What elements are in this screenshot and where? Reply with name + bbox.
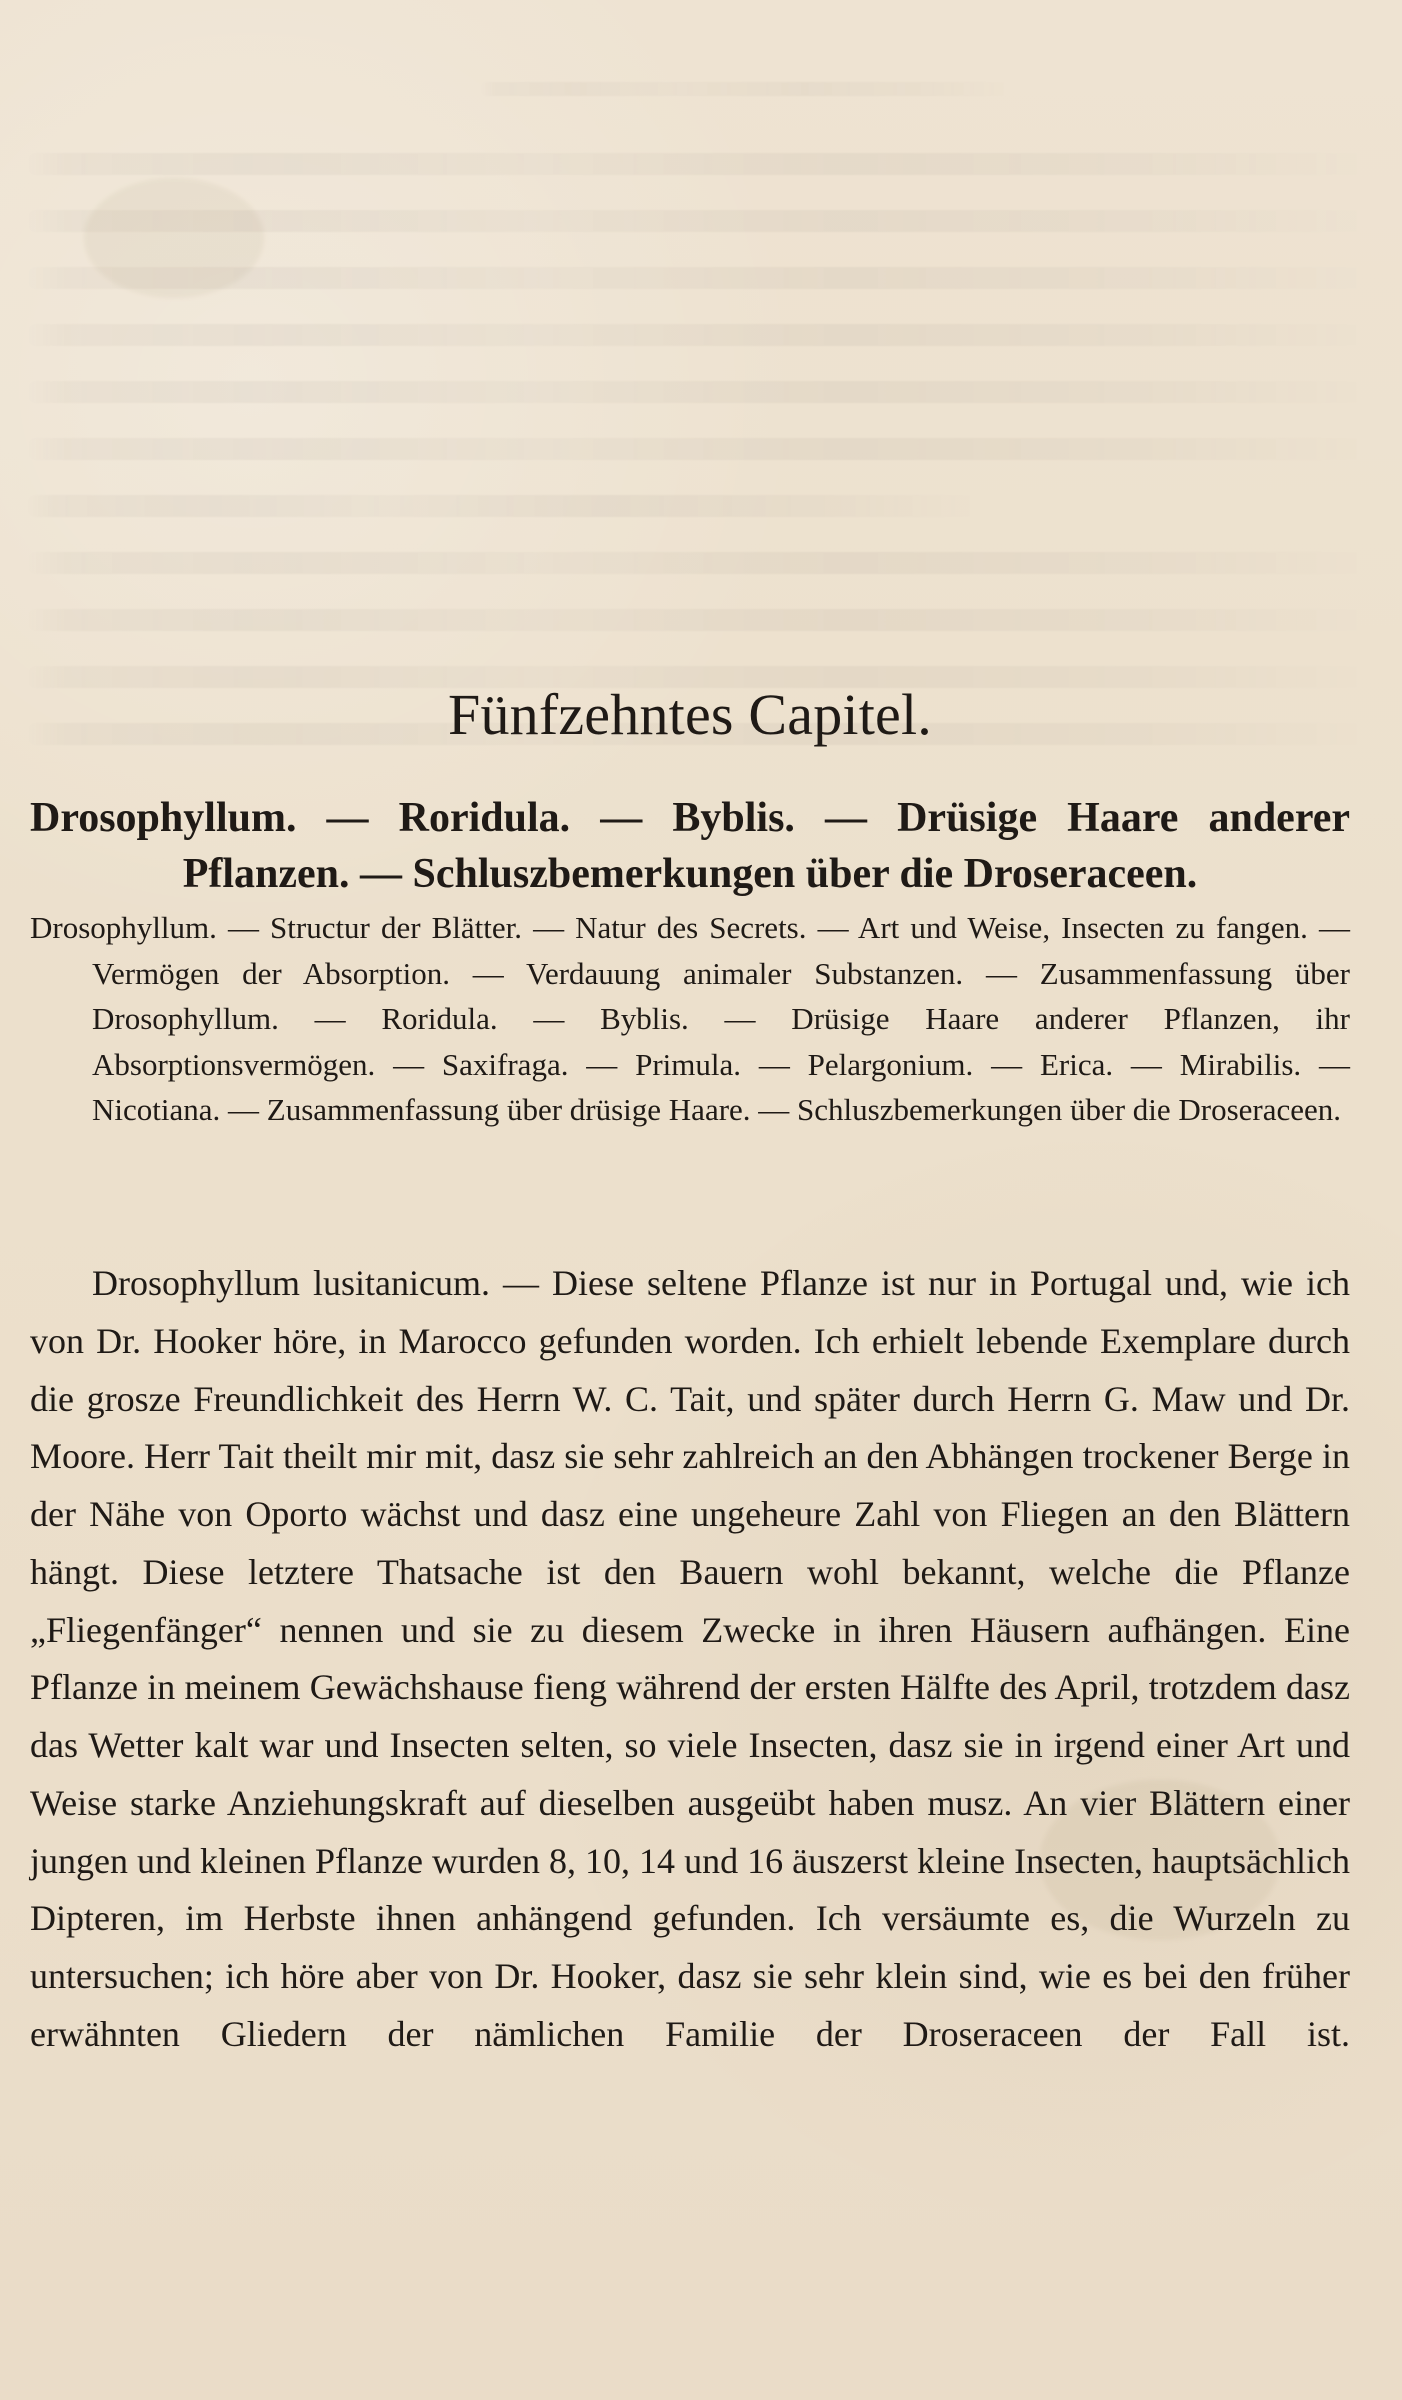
chapter-title: Fünfzehntes Capitel. <box>447 681 932 747</box>
chapter-heading-line-1: Drosophyllum. — Roridula. — Byblis. — Drüsige Haare anderer <box>30 794 1350 841</box>
page-content <box>30 0 1350 2400</box>
body-paragraph: Drosophyllum lusitanicum. — Diese seltene Pflanze ist nur in Portugal und, wie ich von Dr. Hooker höre, in Marocco gefunden worden. Ich erhielt lebende Exemplare durch die grosze Freundlichkeit des Herrn W. C. Tait, und später durch Herrn G. Maw und Dr. Moore. Herr Tait theilt mir mit, dasz sie sehr zahlreich an den Abhängen trockener Berge in der Nähe von Oporto wächst und dasz eine ungeheure Zahl von Fliegen an den Blättern hängt. Diese letztere Thatsache ist den Bauern wohl bekannt, welche die Pflanze „Fliegenfänger“ nennen und sie zu diesem Zwecke in ihren Häusern aufhängen. Eine Pflanze in meinem Gewächshause fieng während der ersten Hälfte des April, trotzdem dasz das Wetter kalt war und Insecten selten, so viele Insecten, dasz sie in irgend einer Art und Weise starke Anziehungskraft auf dieselben ausgeübt haben musz. An vier Blättern einer jungen und kleinen Pflanze wurden 8, 10, 14 und 16 äuszerst kleine Insecten, hauptsächlich Dipteren, im Herbste ihnen anhängend gefunden. Ich versäumte es, die Wurzeln zu untersuchen; ich höre aber von Dr. Hooker, dasz sie sehr klein sind, wie es bei den früher erwähnten Gliedern der nämlichen Familie der Droseraceen der Fall ist. <box>30 1263 1350 2054</box>
chapter-heading <box>30 790 1350 903</box>
chapter-summary: Drosophyllum. — Structur der Blätter. — Natur des Secrets. — Art und Weise, Insecten zu fangen. — Vermögen der Absorption. — Verdauung animaler Substanzen. — Zusammenfassung über Drosophyllum. — Roridula. — Byblis. — Drüsige Haare anderer Pflanzen, ihr Absorptionsvermögen. — Saxifraga. — Primula. — Pelargonium. — Erica. — Mirabilis. — Nicotiana. — Zusammenfassung über drüsige Haare. — Schluszbemerkungen über die Droseraceen. <box>30 910 1350 1128</box>
chapter-heading-line-2: Pflanzen. — Schluszbemerkungen über die Droseraceen. <box>182 851 1198 898</box>
